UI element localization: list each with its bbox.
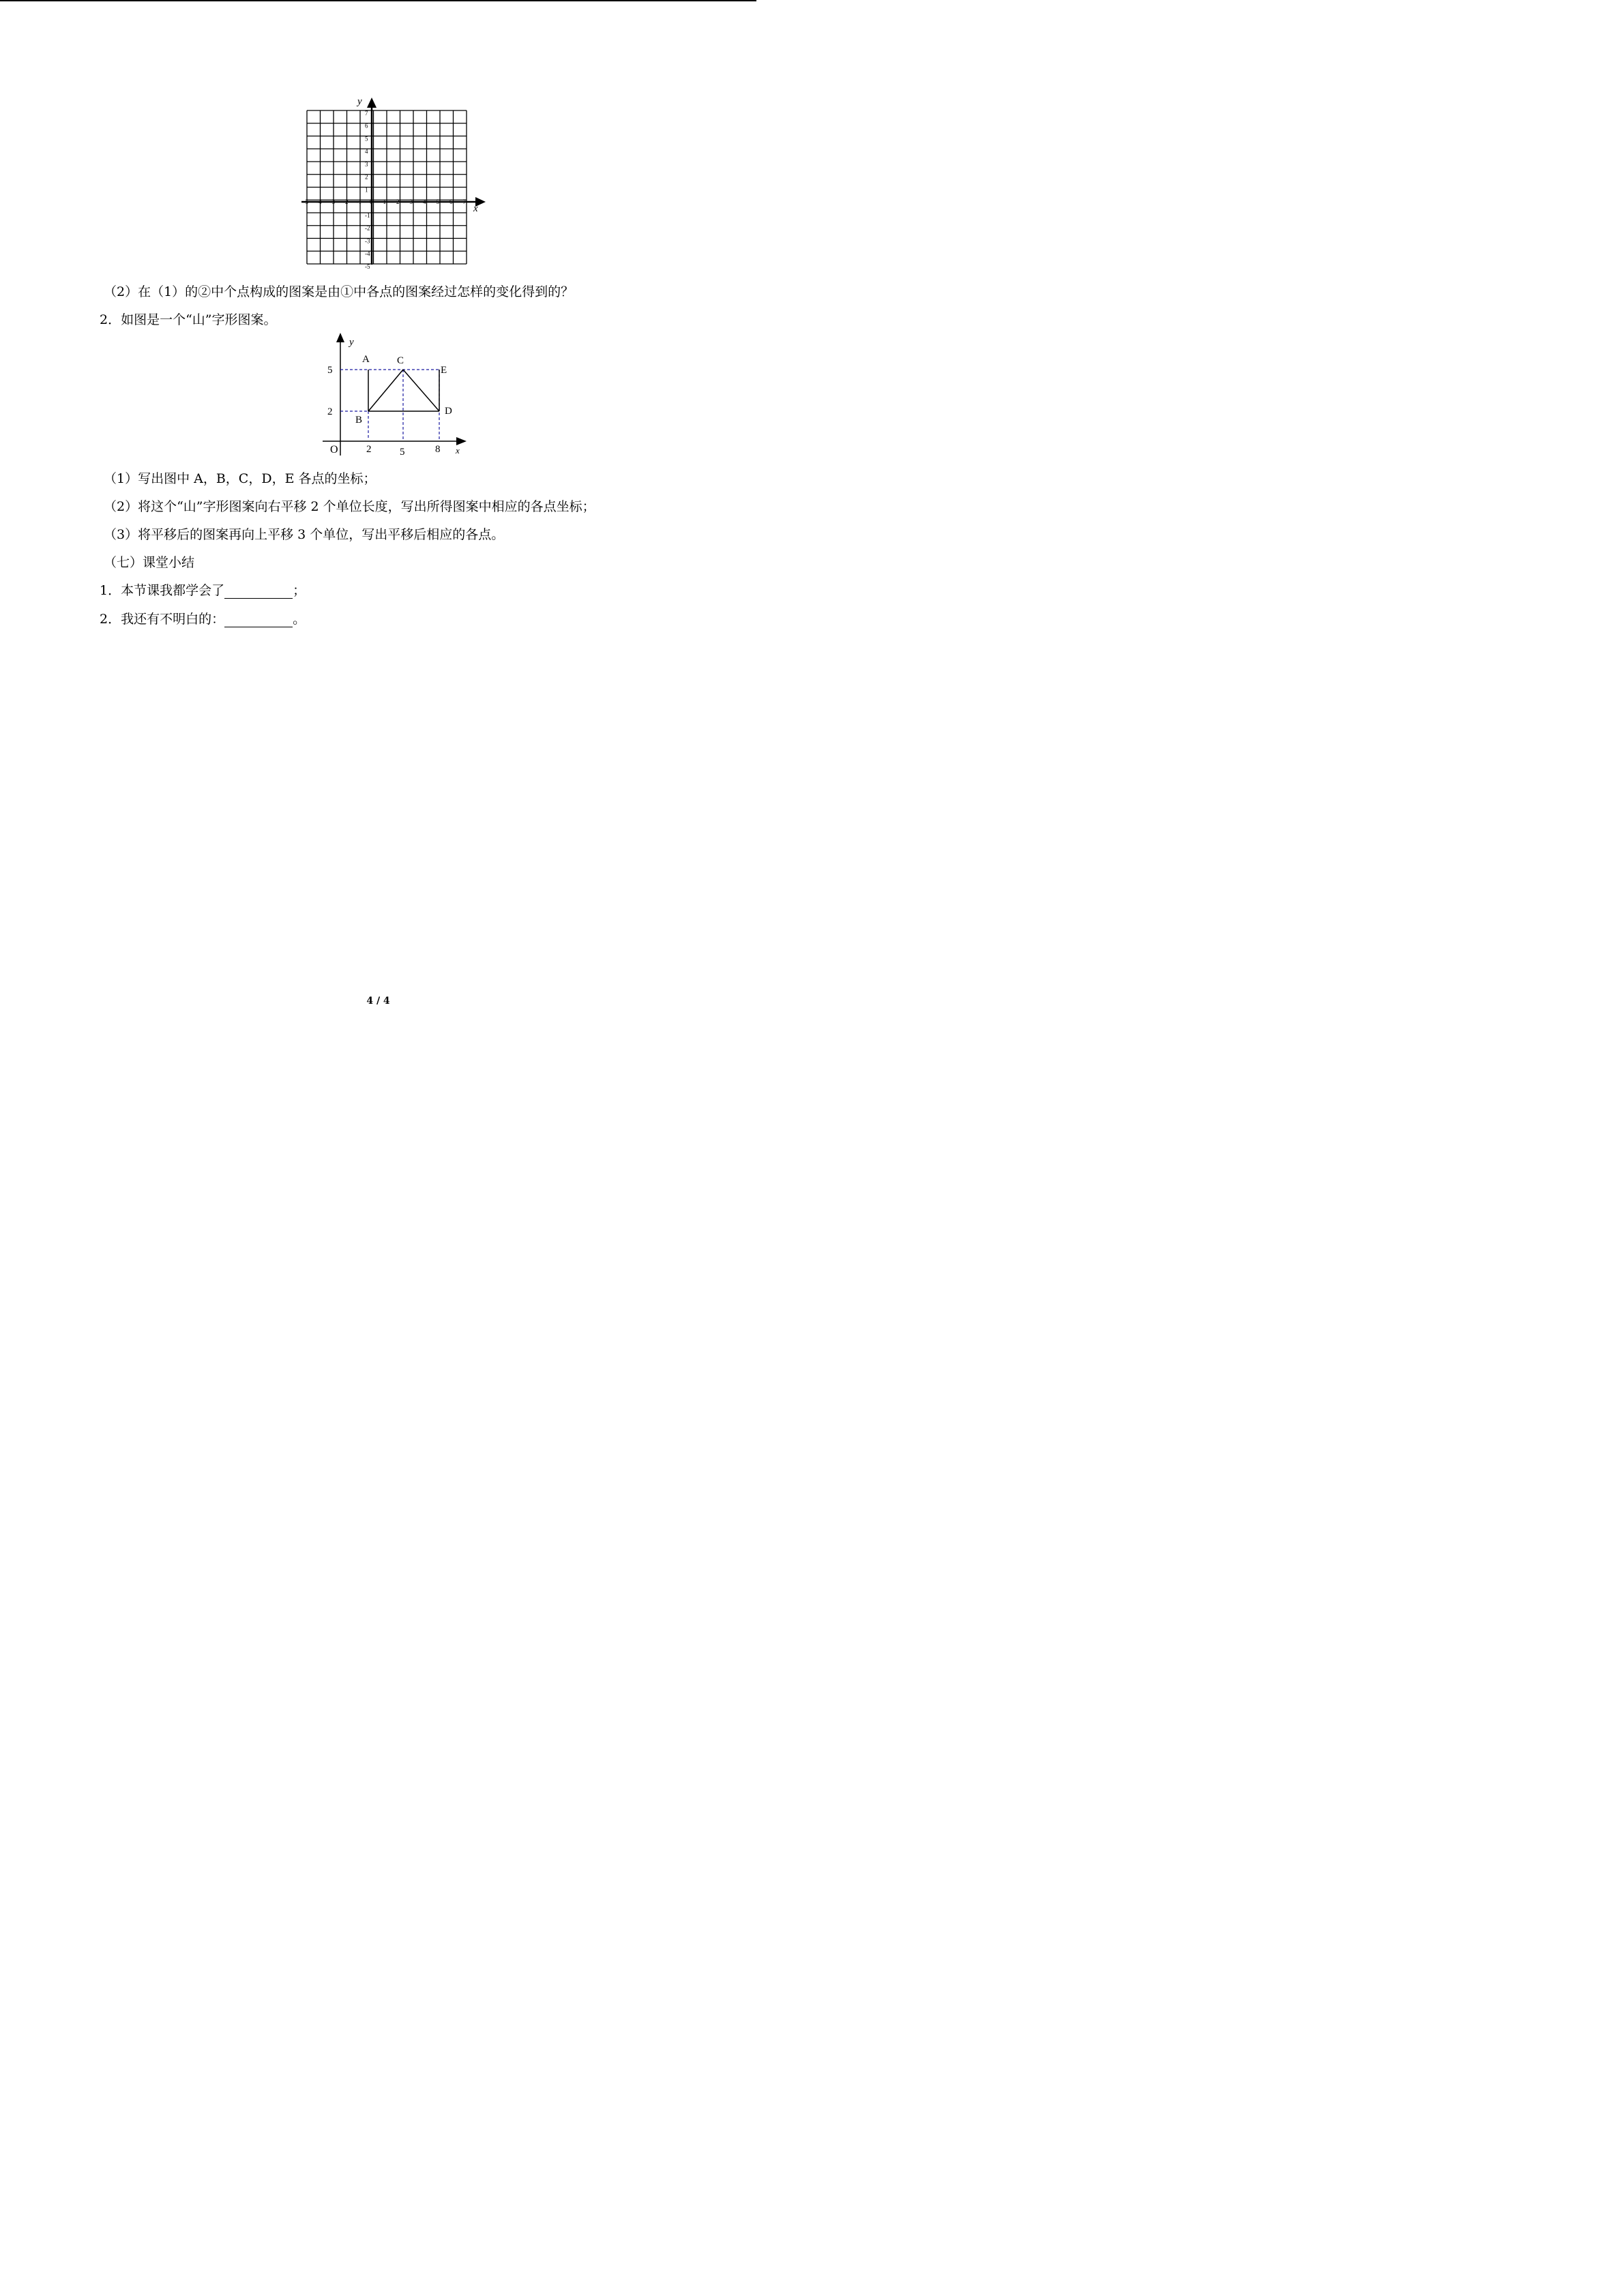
y-tick-label: -2	[365, 224, 370, 232]
x-axis-arrow-icon	[456, 437, 467, 445]
x-tick-label: 4	[423, 198, 426, 205]
summary-item-2-punct: 。	[293, 612, 306, 627]
x-tick-label: -3	[329, 198, 335, 205]
origin-label: O	[330, 444, 338, 456]
y-axis-label: y	[357, 96, 362, 107]
y-tick-2: 2	[327, 406, 333, 417]
question2-part2: （2）将这个“山”字形图案向右平移 2 个单位长度，写出所得图案中相应的各点坐标；	[104, 499, 595, 514]
y-tick-label: -5	[365, 263, 370, 269]
x-tick-label: 0	[370, 198, 373, 205]
summary-heading: （七）课堂小结	[104, 555, 195, 570]
y-tick-label: 5	[365, 135, 368, 143]
point-label-c: C	[397, 355, 404, 366]
summary-item-2	[100, 611, 306, 627]
x-tick-label: 7	[462, 198, 466, 205]
mountain-shape	[368, 370, 439, 411]
y-axis-label: y	[349, 337, 354, 348]
point-label-b: B	[355, 415, 363, 426]
summary-item-2-text: 2．我还有不明白的：	[100, 612, 225, 627]
y-tick-label: -3	[365, 237, 370, 245]
x-tick-8: 8	[435, 444, 441, 455]
x-tick-label: 5	[436, 198, 439, 205]
page-top-border	[0, 0, 756, 1]
x-tick-5: 5	[400, 447, 405, 458]
point-label-e: E	[441, 365, 447, 376]
summary-item-1-punct: ；	[293, 583, 306, 598]
summary-item-1-text: 1．本节课我都学会了	[100, 583, 225, 598]
mountain-pattern-figure	[314, 329, 477, 460]
x-tick-label: 1	[383, 198, 386, 205]
y-tick-label: 6	[365, 122, 368, 130]
x-axis-label: x	[473, 203, 478, 214]
y-tick-labels	[365, 110, 370, 269]
x-axis-label: x	[456, 445, 460, 456]
x-tick-label: 2	[396, 198, 400, 205]
y-tick-5: 5	[327, 365, 333, 376]
coordinate-grid-figure	[293, 95, 498, 269]
y-tick-label: -1	[365, 211, 370, 219]
question2-intro: 2．如图是一个“山”字形图案。	[100, 312, 277, 327]
fill-in-blank[interactable]	[224, 613, 293, 627]
x-tick-label: 6	[449, 198, 453, 205]
y-tick-label: 1	[365, 186, 368, 194]
point-label-a: A	[362, 354, 370, 365]
y-axis-arrow-icon	[336, 333, 344, 342]
y-tick-label: 3	[365, 160, 368, 168]
y-tick-label: 4	[365, 148, 368, 155]
summary-item-1	[100, 582, 306, 599]
y-axis-arrow-icon	[367, 98, 377, 108]
y-tick-label: 7	[365, 109, 368, 117]
x-tick-2: 2	[366, 444, 372, 455]
y-tick-label: 2	[365, 173, 368, 181]
point-label-d: D	[445, 406, 452, 417]
dashed-guides	[340, 370, 439, 440]
x-tick-label: -5	[303, 198, 308, 205]
grid-lines	[307, 110, 467, 264]
question2-part1: （1）写出图中 A，B，C，D，E 各点的坐标；	[104, 471, 377, 486]
x-tick-label: -4	[316, 198, 322, 205]
question1-part2: （2）在（1）的②中个点构成的图案是由①中各点的图案经过怎样的变化得到的？	[104, 284, 574, 299]
fill-in-blank[interactable]	[224, 584, 293, 599]
x-tick-label: -1	[356, 198, 361, 205]
question2-part3: （3）将平移后的图案再向上平移 3 个单位，写出平移后相应的各点。	[104, 527, 505, 542]
y-tick-label: -4	[365, 250, 370, 257]
x-tick-label: 3	[409, 198, 413, 205]
page-number: 4 / 4	[366, 996, 390, 1007]
x-tick-label: -2	[343, 198, 349, 205]
